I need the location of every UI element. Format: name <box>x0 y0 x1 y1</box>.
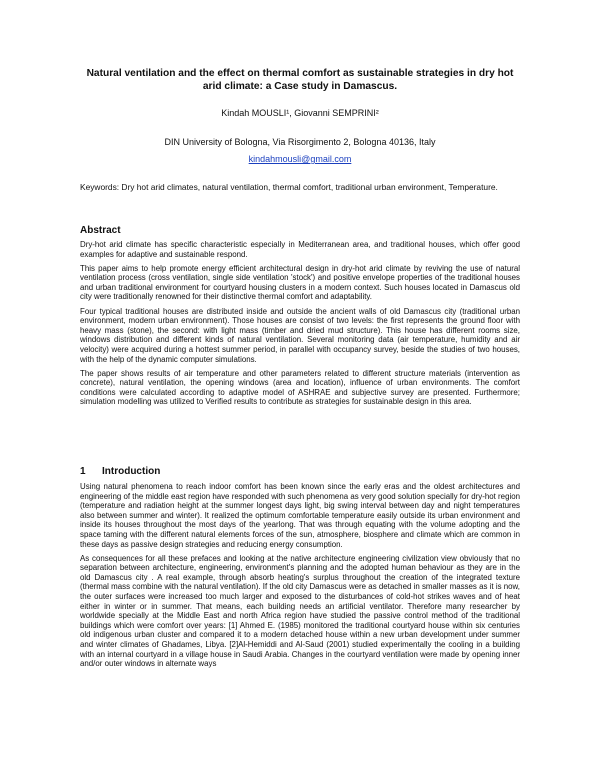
author-list: Kindah MOUSLI¹, Giovanni SEMPRINI² <box>221 108 379 118</box>
author-email <box>60 153 540 165</box>
affiliation: DIN University of Bologna, Via Risorgimento 2, Bologna 40136, Italy <box>164 137 436 147</box>
section-title: Introduction <box>102 466 161 477</box>
abstract-paragraph: This paper aims to help promote energy efficient architectural design in dry-hot arid climate by reviving the use of natural ventilation process (cross ventilation, single side ventilation 'stock') and positive envelope properties of the traditional houses and urban traditional environment for courtyard housing clusters in a modern context. Such houses located in Damascus old city were traditionally renowned for their distinctive thermal comfort and adaptability. <box>80 263 520 302</box>
abstract-heading: Abstract <box>80 225 121 236</box>
abstract-paragraph: The paper shows results of air temperature and other parameters related to different structure materials (intervention as concrete), natural ventilation, the opening windows (area and location), influence of urban environments. The comfort conditions were calculated according to adaptive model of ASHRAE and subjective survey are presented. Furthermore; simulation modelling was utilized to Verified results to contribute as strategies for sustainable design in this area. <box>80 368 520 407</box>
email-link[interactable]: kindahmousli@gmail.com <box>248 154 352 164</box>
section-number: 1 <box>80 466 86 477</box>
abstract-paragraph: Four typical traditional houses are distributed inside and outside the ancient walls of old Damascus city (traditional urban environment, modern urban environment). Those houses are consist of two levels: the first represents the ground floor with heavy mass (stone), the second: with light mass (timber and dried mud structure). This house has different rooms size, windows distribution and different kinds of natural ventilation. Several monitoring data (air temperature, humidity and air velocity) were acquired during a hottest summer period, in parallel with occupancy survey, beside the studies of two houses, with the help of the dynamic computer simulations. <box>80 306 520 364</box>
introduction-body <box>80 482 520 673</box>
introduction-paragraph: As consequences for all these prefaces and looking at the native architecture engineering civilization view obviously that no separation between architecture, engineering, environment's planning and the adopted human behaviour as they are in the old Damascus city . A real example, through absorb heating's surplus throughout the creation of the integrated texture (thermal mass combine with the natural ventilation). If the old city Damascus were as detached in smaller masses as it is now, the outer surfaces were increased too much larger and exposed to the disturbances of cold-hot strikes waves and of heat either in winter or in summer. That means, each building needs an artificial ventilator. Therefore many researcher by worldwide specially at the Middle East and north Africa region have studied the passive control method of the traditional buildings which were comfort over years: [1] Ahmed E. (1985) monitored the traditional courtyard house within six centuries old indigenous urban cluster and compared it to a modern detached house within a new urban development under summer and winter climates of Ghadames, Libya. [2]Al-Hemiddi and Al-Saud (2001) studied experimentally the cooling in a building with an internal courtyard in a village house in Saudi Arabia. Changes in the courtyard ventilation were made by opening inner and/or outer windows in alternate ways <box>80 553 520 669</box>
abstract-body <box>80 240 520 412</box>
introduction-paragraph: Using natural phenomena to reach indoor comfort has been known since the early eras and the oldest architectures and engineering of the middle east region have responded with such phenomena as very good solution specially for dry-hot region (temperature and radiation height at the summer longest days light, big swing interval between day and night temperatures also between summer and winter). It realized the optimum comfortable temperature easily outside its urban environment and inside its houses throughout the most days of the yearlong. That was through equating with the volume adopting and the space taming with the different natural elements forces of the sun, atmosphere, biosphere and climate which are common in these days as passive design strategies and reducing energy consumption. <box>80 482 520 549</box>
abstract-paragraph: Dry-hot arid climate has specific characteristic especially in Mediterranean area, and traditional houses, which offer good examples for adaptive and sustainable respond. <box>80 240 520 259</box>
introduction-heading <box>80 466 160 478</box>
keywords: Keywords: Dry hot arid climates, natural ventilation, thermal comfort, traditional urban environment, Temperature. <box>80 182 498 192</box>
paper-title: Natural ventilation and the effect on thermal comfort as sustainable strategies in dry hot arid climate: a Case study in Damascus. <box>86 68 514 92</box>
